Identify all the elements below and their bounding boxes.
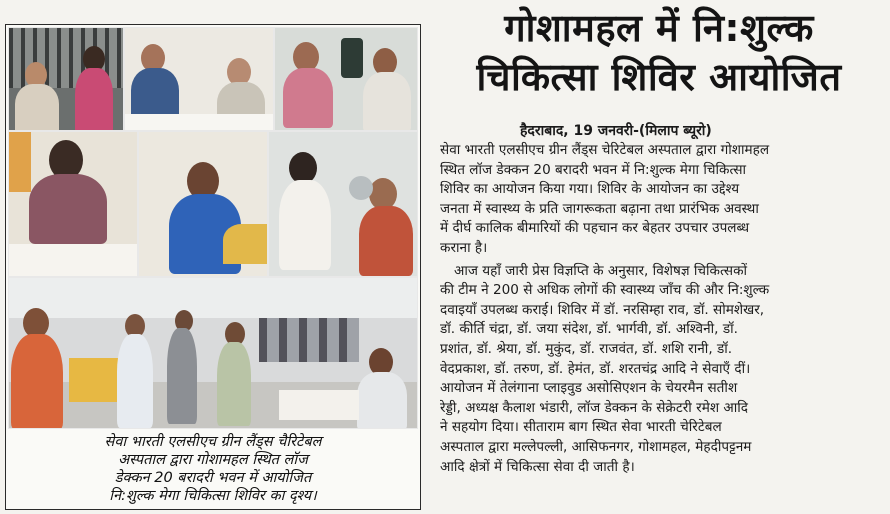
photo-doctor-consult-1 (124, 27, 274, 131)
article-line: शिविर का आयोजन किया गया। शिविर के आयोजन का उद्देश्य (440, 181, 740, 198)
article-line: अस्पताल द्वारा मल्लेपल्ली, आसिफनगर, गोशामहल, मेहदीपट्टनम (440, 438, 752, 455)
article-line: दवाइयाँ उपलब्ध कराई। शिविर में डॉ. नरसिम्हा राव, डॉ. सोमशेखर, (440, 301, 765, 318)
photo-camp-hall (8, 277, 418, 429)
article-line: सेवा भारती एलसीएच ग्रीन लैंड्स चेरिटेबल अस्पताल द्वारा गोशामहल (440, 142, 770, 158)
headline-line-1: गोशामहल में नि:शुल्क (504, 6, 814, 50)
caption-line: डेक्कन 20 बरादरी भवन में आयोजित (114, 470, 312, 486)
photo-doctor-consult-2 (274, 27, 418, 131)
caption-line: अस्पताल द्वारा गोशामहल स्थित लॉज (118, 452, 308, 468)
article-line: में दीर्घ कालिक बीमारियों की पहचान कर बेहतर उपचार उपलब्ध (440, 220, 750, 237)
article-line: जनता में स्वास्थ्य के प्रति जागरूकता बढ़ाना तथा प्रारंभिक अवस्था (440, 200, 759, 217)
article-line: आयोजन में तेलंगाना प्लाइवुड असोसिएशन के चेयरमैन सतीश (440, 380, 738, 397)
article-line: वेदप्रकाश, डॉ. तरुण, डॉ. हेमंत, डॉ. शरतचंद्र आदि ने सेवाएँ दीं। (440, 360, 751, 377)
article-line: डॉ. कीर्ति चंद्रा, डॉ. जया संदेश, डॉ. भार्गवी, डॉ. अश्विनी, डॉ. (440, 321, 738, 338)
article-body (440, 141, 886, 477)
photo-collage (8, 27, 418, 429)
article-line: ने सहयोग दिया। सीताराम बाग स्थित सेवा भारती चेरिटेबल (440, 419, 722, 436)
article-paragraph-1 (440, 141, 886, 259)
photo-bp-measurement (268, 131, 418, 277)
photo-caption (12, 433, 414, 507)
headline-line-2: चिकित्सा शिविर आयोजित (476, 55, 842, 99)
headline (432, 4, 886, 102)
photo-registration-gate (8, 27, 124, 131)
article-line: रेड्डी, अध्यक्ष कैलाश भंडारी, लॉज डेक्कन के सेक्रेटरी रमेश आदि (440, 399, 749, 416)
caption-line: सेवा भारती एलसीएच ग्रीन लैंड्स चैरिटेबल (104, 434, 322, 450)
article-line: स्थित लॉज डेक्कन 20 बरादरी भवन में नि:शुल्क मेगा चिकित्सा (440, 161, 747, 178)
article-line: की टीम ने 200 से अधिक लोगों की स्वास्थ्य जाँच की और नि:शुल्क (440, 282, 770, 299)
article-line: आदि क्षेत्रों में चिकित्सा सेवा दी जाती है। (440, 458, 635, 475)
caption-line: नि:शुल्क मेगा चिकित्सा शिविर का दृश्य। (109, 488, 317, 504)
dateline: हैदराबाद, 19 जनवरी-(मिलाप ब्यूरो) (520, 123, 712, 139)
article-line: प्रशांत, डॉ. श्रेया, डॉ. मुकुंद, डॉ. राजवंत, डॉ. शशि रानी, डॉ. (440, 340, 733, 357)
article-paragraph-2 (440, 262, 886, 478)
article-line: कराना है। (440, 239, 488, 256)
photo-patient-checkup (138, 131, 268, 277)
photo-volunteer-writing (8, 131, 138, 277)
photo-collage-block (5, 24, 421, 510)
article-line: आज यहाँ जारी प्रेस विज्ञप्ति के अनुसार, विशेषज्ञ चिकित्सकों (454, 262, 748, 279)
